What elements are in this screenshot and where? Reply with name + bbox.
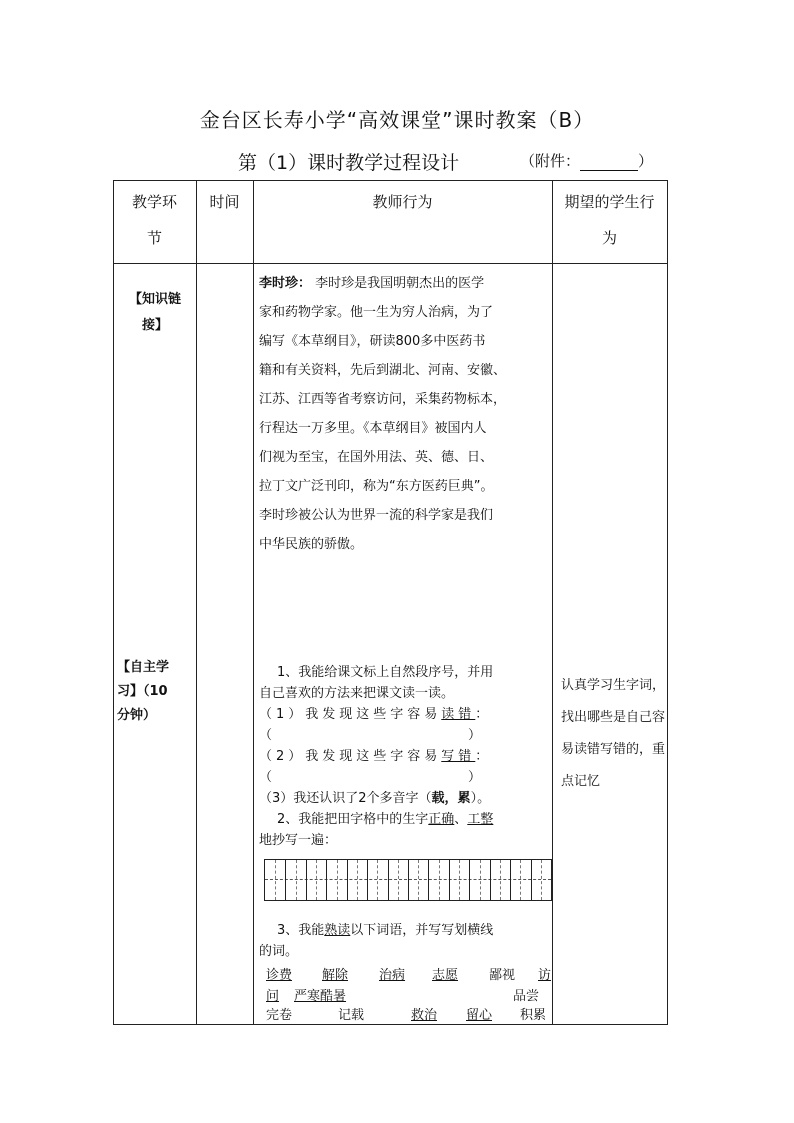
section-knowledge-label <box>117 287 193 339</box>
question2-key: 写错 <box>441 749 476 764</box>
knowledge-line: 拉丁文广泛刊印，称为“东方医药巨典”。 <box>259 479 494 494</box>
section-selfstudy-label-line2: 习】（10 <box>117 684 168 699</box>
question1-key: 读错 <box>441 707 476 722</box>
question1-colon: ： <box>475 707 493 722</box>
attachment-blank <box>580 156 638 171</box>
grid-cell-midline <box>541 860 542 900</box>
student-line: 易读错写错的，重 <box>561 742 666 757</box>
page-title: 金台区长寿小学“高效课堂”课时教案（B） <box>199 108 595 132</box>
item3-line1 <box>259 920 551 941</box>
word-item: 志愿 <box>432 968 459 983</box>
grid-cell-divider <box>490 860 491 900</box>
question1 <box>259 704 551 725</box>
grid-cell-divider <box>469 860 470 900</box>
writing-grid[interactable] <box>264 859 552 901</box>
word-item: 诊费 <box>266 968 293 983</box>
item3-key: 熟读 <box>324 923 351 938</box>
grid-cell-midline <box>275 860 276 900</box>
header-stage <box>113 184 196 256</box>
attachment-close: ） <box>638 152 654 170</box>
word-item: 救治 <box>411 1008 438 1023</box>
item1-line2: 自己喜欢的方法来把课文读一读。 <box>259 686 455 701</box>
grid-cell-midline <box>480 860 481 900</box>
word-item: 治病 <box>379 968 406 983</box>
section-knowledge-label-line2: 接】 <box>141 318 168 333</box>
item3-text <box>259 920 551 962</box>
table-col-divider-2 <box>253 180 254 1025</box>
question3-text: （3）我还认识了2个多音字（ <box>259 791 432 806</box>
grid-cell-midline <box>459 860 460 900</box>
item2-sep: 、 <box>454 812 468 827</box>
header-stage-line2: 节 <box>146 229 162 247</box>
grid-cell-midline <box>398 860 399 900</box>
attachment-field <box>520 150 653 171</box>
item3-line2: 的词。 <box>259 944 299 959</box>
word-item: 完卷 <box>266 1008 293 1023</box>
item2-key2: 工整 <box>467 812 494 827</box>
word-item: 留心 <box>466 1008 493 1023</box>
attachment-label: （附件： <box>520 152 581 170</box>
knowledge-line: 行程达一万多里。《本草纲目》被国内人 <box>259 421 487 436</box>
knowledge-line: 江苏、江西等省考察访问，采集药物标本， <box>259 392 507 407</box>
student-line: 点记忆 <box>561 774 601 789</box>
knowledge-line: 编写《本草纲目》，研读800多中医药书 <box>259 334 486 349</box>
question1-close: ） <box>468 728 482 743</box>
question2-blank[interactable] <box>259 767 551 788</box>
grid-cell-midline <box>357 860 358 900</box>
word-item: 积累 <box>520 1008 547 1023</box>
word-item: 记载 <box>338 1008 365 1023</box>
knowledge-text <box>259 269 549 559</box>
item3-pre: 3、我能 <box>277 923 325 938</box>
item2-line1 <box>259 809 551 830</box>
question2-text: （2）我发现这些字容易 <box>259 749 442 764</box>
item1-line1: 1、我能给课文标上自然段序号，并用 <box>277 665 494 680</box>
grid-cell-midline <box>316 860 317 900</box>
student-line: 认真学习生字词， <box>561 678 666 693</box>
grid-cell-divider <box>449 860 450 900</box>
knowledge-line: 籍和有关资料，先后到湖北、河南、安徽、 <box>259 363 507 378</box>
knowledge-line: 李时珍被公认为世界一流的科学家是我们 <box>259 508 494 523</box>
question2 <box>259 746 551 767</box>
grid-cell-divider <box>388 860 389 900</box>
question3-chars: 载，累 <box>431 791 471 806</box>
word-item: 严寒酷暑 <box>294 989 347 1004</box>
header-teacher: 教师行为 <box>372 193 433 211</box>
selfstudy-text <box>259 662 551 851</box>
grid-cell-midline <box>418 860 419 900</box>
question3 <box>259 788 551 809</box>
grid-cell-midline <box>337 860 338 900</box>
header-student <box>552 184 667 256</box>
grid-cell-midline <box>520 860 521 900</box>
section-selfstudy-label-line1: 【自主学 <box>117 660 170 675</box>
item3-post: 以下词语，并写写划横线 <box>350 923 494 938</box>
grid-cell-divider <box>306 860 307 900</box>
grid-cell-midline <box>439 860 440 900</box>
table-col-divider-1 <box>196 180 197 1025</box>
knowledge-line-rest: 李时珍是我国明朝杰出的医学 <box>311 276 485 291</box>
student-behavior <box>561 670 667 798</box>
knowledge-term: 李时珍： <box>259 276 312 291</box>
section-knowledge-label-line1: 【知识链 <box>128 292 181 307</box>
grid-cell-midline <box>296 860 297 900</box>
table-col-divider-3 <box>552 180 553 1025</box>
word-item: 品尝 <box>513 989 540 1004</box>
item2-line2: 地抄写一遍： <box>259 833 338 848</box>
question3-close: ）。 <box>470 791 491 806</box>
grid-cell-divider <box>408 860 409 900</box>
section-selfstudy-label-line3: 分钟） <box>117 708 157 723</box>
word-item: 鄙视 <box>489 968 516 983</box>
knowledge-line: 家和药物学家。他一生为穷人治病，为了 <box>259 305 494 320</box>
question1-open: （ <box>259 728 273 743</box>
grid-cell-divider <box>285 860 286 900</box>
word-item: 问 <box>266 989 280 1004</box>
question2-colon: ： <box>475 749 493 764</box>
question1-text: （1）我发现这些字容易 <box>259 707 442 722</box>
word-row-3 <box>264 1004 554 1024</box>
knowledge-line: 中华民族的骄傲。 <box>259 537 364 552</box>
header-stage-line1: 教学环 <box>131 193 177 211</box>
grid-cell-divider <box>347 860 348 900</box>
grid-cell-midline <box>500 860 501 900</box>
item2-text: 2、我能把田字格中的生字 <box>277 812 429 827</box>
word-row-2 <box>264 985 554 1005</box>
word-row-1 <box>264 964 554 984</box>
grid-cell-midline <box>377 860 378 900</box>
word-item: 访 <box>538 968 552 983</box>
section-selfstudy-label <box>117 656 195 728</box>
word-item: 解除 <box>322 968 349 983</box>
question2-open: （ <box>259 770 273 785</box>
header-time: 时间 <box>209 193 240 211</box>
header-student-line1: 期望的学生行 <box>564 193 655 211</box>
table-border-right <box>667 180 668 1025</box>
header-student-line2: 为 <box>601 229 617 247</box>
grid-cell-divider <box>326 860 327 900</box>
knowledge-line <box>259 269 549 298</box>
question2-close: ） <box>468 770 482 785</box>
question1-blank[interactable] <box>259 725 551 746</box>
table-border-left <box>113 180 114 1025</box>
grid-cell-divider <box>531 860 532 900</box>
item2-key1: 正确 <box>428 812 455 827</box>
grid-cell-divider <box>510 860 511 900</box>
knowledge-line: 们视为至宝，在国外用法、英、德、日、 <box>259 450 494 465</box>
page-subtitle: 第（1）课时教学过程设计 <box>238 152 460 174</box>
student-line: 找出哪些是自己容 <box>561 710 666 725</box>
grid-cell-divider <box>428 860 429 900</box>
grid-cell-divider <box>367 860 368 900</box>
